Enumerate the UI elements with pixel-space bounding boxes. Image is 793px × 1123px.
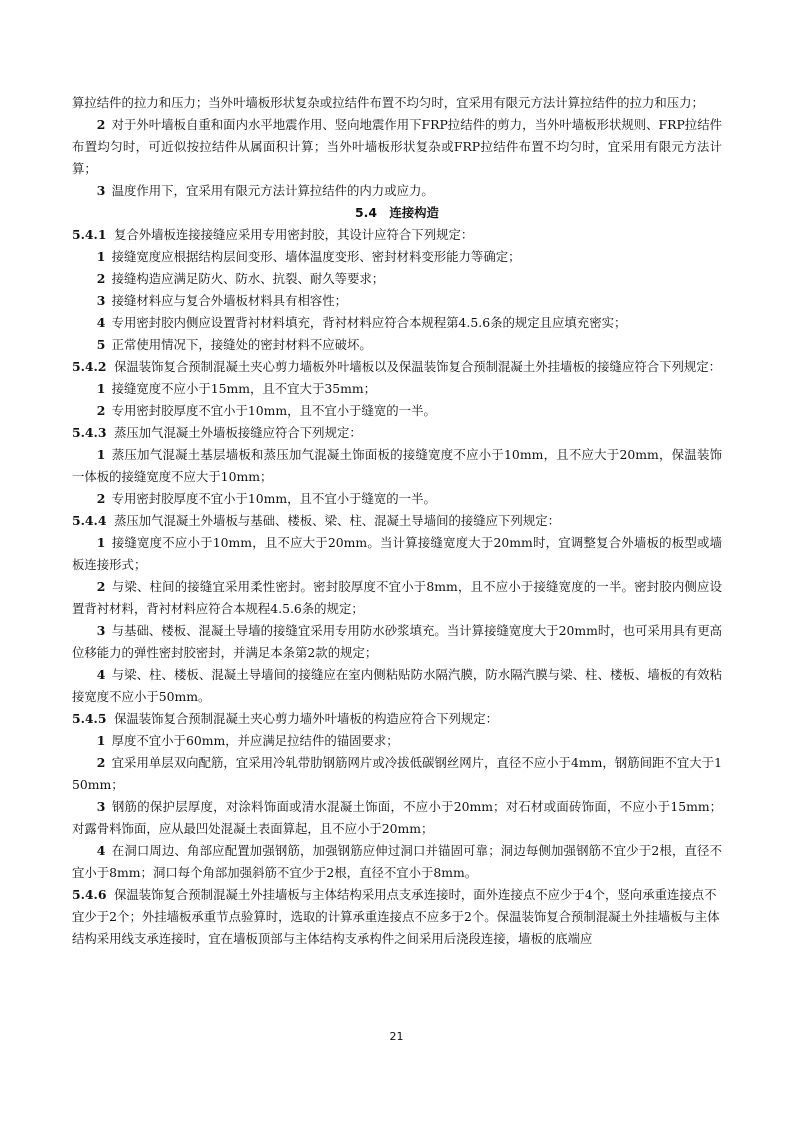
clause-5-4-1 — [72, 224, 722, 246]
clause-number: 5.4.2 — [72, 359, 107, 374]
item-number: 3 — [96, 799, 106, 814]
item-text: 接缝材料应与复合外墙板材料具有相容性； — [111, 293, 348, 308]
item-text: 专用密封胶厚度不宜小于10mm，且不宜小于缝宽的一半。 — [111, 403, 436, 418]
intro-paragraph: 算拉结件的拉力和压力；当外叶墙板形状复杂或拉结件布置不均匀时，宜采用有限元方法计算拉结件的拉力和压力； — [72, 95, 704, 110]
clause-number: 5.4.1 — [72, 227, 107, 242]
clause-text: 保温装饰复合预制混凝土夹心剪力墙外叶墙板的构造应符合下列规定： — [113, 711, 499, 726]
item-text: 厚度不宜小于60mm，并应满足拉结件的锚固要求； — [111, 733, 399, 748]
list-item — [72, 488, 722, 510]
list-item — [72, 840, 722, 884]
clause-5-4-2 — [72, 356, 722, 378]
clause-5-4-4 — [72, 510, 722, 532]
item-number: 2 — [96, 403, 106, 418]
clause-text: 复合外墙板连接接缝应采用专用密封胶，其设计应符合下列规定： — [113, 227, 474, 242]
item-text: 与梁、柱、楼板、混凝土导墙间的接缝应在室内侧粘贴防水隔汽膜，防水隔汽膜与梁、柱、楼板、墙板的有效粘接宽度不应小于50mm。 — [72, 667, 722, 704]
item-number: 2 — [96, 491, 106, 506]
section-heading — [72, 202, 722, 224]
list-item — [72, 400, 722, 422]
item-text: 在洞口周边、角部应配置加强钢筋，加强钢筋应伸过洞口并锚固可靠；洞边每侧加强钢筋不宜少于2根，直径不宜小于8mm；洞口每个角部加强斜筋不宜少于2根，直径不宜小于8mm。 — [72, 843, 722, 880]
clause-5-4-5 — [72, 708, 722, 730]
item-text: 接缝宽度应根据结构层间变形、墙体温度变形、密封材料变形能力等确定； — [111, 249, 521, 264]
list-item — [72, 290, 722, 312]
list-item — [72, 268, 722, 290]
item-number: 3 — [96, 293, 106, 308]
list-item — [72, 334, 722, 356]
clause-5-4-3 — [72, 422, 722, 444]
item-number: 2 — [96, 117, 106, 132]
item-number: 5 — [96, 337, 106, 352]
clause-number: 5.4.5 — [72, 711, 107, 726]
item-number: 4 — [96, 667, 106, 682]
list-item — [72, 312, 722, 334]
item-text: 正常使用情况下，接缝处的密封材料不应破坏。 — [111, 337, 372, 352]
item-number: 4 — [96, 315, 106, 330]
clause-number: 5.4.6 — [72, 887, 107, 902]
item-text: 接缝宽度不应小于15mm，且不宜大于35mm； — [111, 381, 376, 396]
item-number: 4 — [96, 843, 106, 858]
section-title: 连接构造 — [389, 205, 439, 220]
item-number: 3 — [96, 183, 106, 198]
item-number: 2 — [96, 579, 106, 594]
list-item — [72, 730, 722, 752]
list-item — [72, 796, 722, 840]
item-text: 与梁、柱间的接缝宜采用柔性密封。密封胶厚度不宜小于8mm，且不应小于接缝宽度的一半。密封胶内侧应设置背衬材料，背衬材料应符合本规程4.5.6条的规定； — [72, 579, 722, 616]
item-text: 接缝宽度不应小于10mm，且不应大于20mm。当计算接缝宽度大于20mm时，宜调整复合外墙板的板型或墙板连接形式； — [72, 535, 722, 572]
list-item — [72, 532, 722, 576]
list-item — [72, 620, 722, 664]
item-text: 温度作用下，宜采用有限元方法计算拉结件的内力或应力。 — [111, 183, 434, 198]
list-item — [72, 378, 722, 400]
item-number: 2 — [96, 755, 106, 770]
clause-text: 蒸压加气混凝土外墙板接缝应符合下列规定： — [113, 425, 362, 440]
item-text: 对于外叶墙板自重和面内水平地震作用、竖向地震作用下FRP拉结件的剪力，当外叶墙板形状规则、FRP拉结件布置均匀时，可近似按拉结件从属面积计算；当外叶墙板形状复杂或FRP拉结件布置不均匀时，宜采用有限元方法计算； — [72, 117, 722, 176]
item-number: 1 — [96, 535, 106, 550]
item-number: 1 — [96, 733, 106, 748]
clause-text: 保温装饰复合预制混凝土夹心剪力墙板外叶墙板以及保温装饰复合预制混凝土外挂墙板的接缝应符合下列规定： — [113, 359, 722, 374]
list-item — [72, 664, 722, 708]
item-number: 1 — [96, 249, 106, 264]
item-number: 2 — [96, 271, 106, 286]
list-item — [72, 246, 722, 268]
list-item — [72, 444, 722, 488]
item-number: 1 — [96, 447, 106, 462]
list-item — [72, 114, 722, 180]
item-text: 接缝构造应满足防火、防水、抗裂、耐久等要求； — [111, 271, 385, 286]
clause-number: 5.4.4 — [72, 513, 107, 528]
item-text: 钢筋的保护层厚度，对涂料饰面或清水混凝土饰面，不应小于20mm；对石材或面砖饰面，不应小于15mm；对露骨料饰面，应从最凹处混凝土表面算起，且不应小于20mm； — [72, 799, 722, 836]
item-text: 与基础、楼板、混凝土导墙的接缝宜采用专用防水砂浆填充。当计算接缝宽度大于20mm时，也可采用具有更高位移能力的弹性密封胶密封，并满足本条第2款的规定； — [72, 623, 722, 660]
document-body — [72, 92, 722, 950]
item-number: 1 — [96, 381, 106, 396]
clause-text: 保温装饰复合预制混凝土外挂墙板与主体结构采用点支承连接时，面外连接点不应少于4个，竖向承重连接点不宜少于2个；外挂墙板承重节点验算时，选取的计算承重连接点不应多于2个。保温装饰复合预制混凝土外挂墙板与主体结构采用线支承连接时，宜在墙板顶部与主体结构支承构件之间采用后浇段连接，墙板的底端应 — [72, 887, 720, 946]
clauses — [72, 224, 722, 950]
page-number: 21 — [389, 1030, 404, 1043]
clause-number: 5.4.3 — [72, 425, 107, 440]
list-item — [72, 180, 722, 202]
list-item — [72, 576, 722, 620]
clause-text: 蒸压加气混凝土外墙板与基础、楼板、梁、柱、混凝土导墙间的接缝应下列规定： — [113, 513, 560, 528]
list-item — [72, 752, 722, 796]
section-number: 5.4 — [355, 205, 377, 220]
item-number: 3 — [96, 623, 106, 638]
item-text: 专用密封胶厚度不宜小于10mm，且不宜小于缝宽的一半。 — [111, 491, 436, 506]
clause-5-4-6 — [72, 884, 722, 950]
item-text: 宜采用单层双向配筋，宜采用冷轧带肋钢筋网片或冷拔低碳钢丝网片，直径不应小于4mm，钢筋间距不宜大于150mm； — [72, 755, 722, 792]
item-text: 蒸压加气混凝土基层墙板和蒸压加气混凝土饰面板的接缝宽度不应小于10mm，且不应大于20mm，保温装饰一体板的接缝宽度不应大于10mm； — [72, 447, 722, 484]
item-text: 专用密封胶内侧应设置背衬材料填充，背衬材料应符合本规程第4.5.6条的规定且应填充密实； — [111, 315, 627, 330]
